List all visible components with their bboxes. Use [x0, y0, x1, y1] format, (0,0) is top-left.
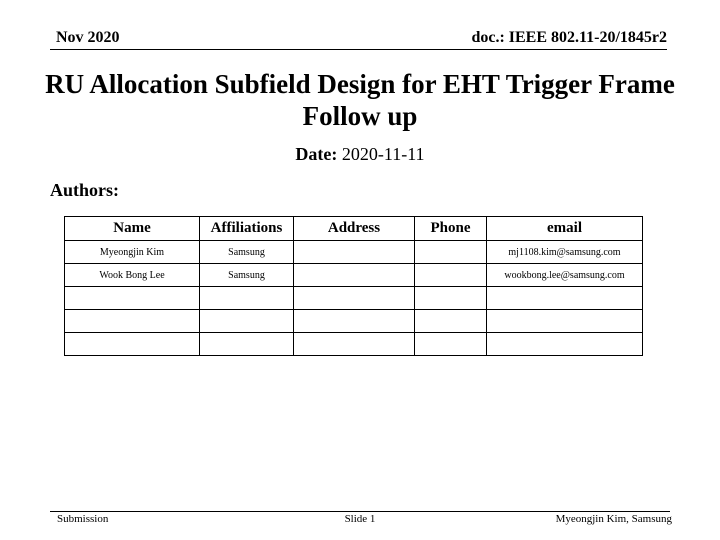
author-affiliation: Samsung	[200, 241, 294, 264]
author-address	[294, 241, 415, 264]
author-address	[294, 287, 415, 310]
column-header-affiliations: Affiliations	[200, 217, 294, 241]
author-phone	[415, 264, 487, 287]
author-name	[65, 333, 200, 356]
header-date: Nov 2020	[56, 29, 120, 46]
column-header-email: email	[487, 217, 643, 241]
author-affiliation	[200, 287, 294, 310]
author-email	[487, 333, 643, 356]
header-doc-id: doc.: IEEE 802.11-20/1845r2	[471, 29, 667, 46]
author-name	[65, 287, 200, 310]
author-email	[487, 310, 643, 333]
author-phone	[415, 310, 487, 333]
footer-slide-number: Slide 1	[344, 513, 376, 525]
author-phone	[415, 287, 487, 310]
author-name: Wook Bong Lee	[65, 264, 200, 287]
footer-divider	[50, 511, 670, 512]
column-header-address: Address	[294, 217, 415, 241]
table-row	[65, 333, 643, 356]
author-affiliation: Samsung	[200, 264, 294, 287]
table-row	[65, 287, 643, 310]
table-header-row	[65, 217, 643, 241]
author-email: wookbong.lee@samsung.com	[487, 264, 643, 287]
author-email	[487, 287, 643, 310]
author-name: Myeongjin Kim	[65, 241, 200, 264]
title-line-1: RU Allocation Subfield Design for EHT Trigger Frame	[45, 69, 675, 99]
author-email: mj1108.kim@samsung.com	[487, 241, 643, 264]
author-affiliation	[200, 310, 294, 333]
author-name	[65, 310, 200, 333]
column-header-name: Name	[65, 217, 200, 241]
slide-title	[40, 68, 680, 132]
footer-author: Myeongjin Kim, Samsung	[555, 513, 672, 525]
table-row	[65, 264, 643, 287]
table-row	[65, 241, 643, 264]
header-divider	[50, 49, 667, 50]
footer-submission: Submission	[57, 513, 109, 525]
column-header-phone: Phone	[415, 217, 487, 241]
table-row	[65, 310, 643, 333]
author-address	[294, 310, 415, 333]
author-address	[294, 333, 415, 356]
author-address	[294, 264, 415, 287]
title-line-2: Follow up	[302, 101, 418, 131]
author-phone	[415, 333, 487, 356]
authors-heading: Authors:	[50, 180, 120, 200]
date-label: Date:	[295, 144, 338, 164]
date-value: 2020-11-11	[341, 144, 425, 164]
author-phone	[415, 241, 487, 264]
authors-table	[64, 216, 643, 356]
author-affiliation	[200, 333, 294, 356]
date-line	[0, 144, 720, 165]
